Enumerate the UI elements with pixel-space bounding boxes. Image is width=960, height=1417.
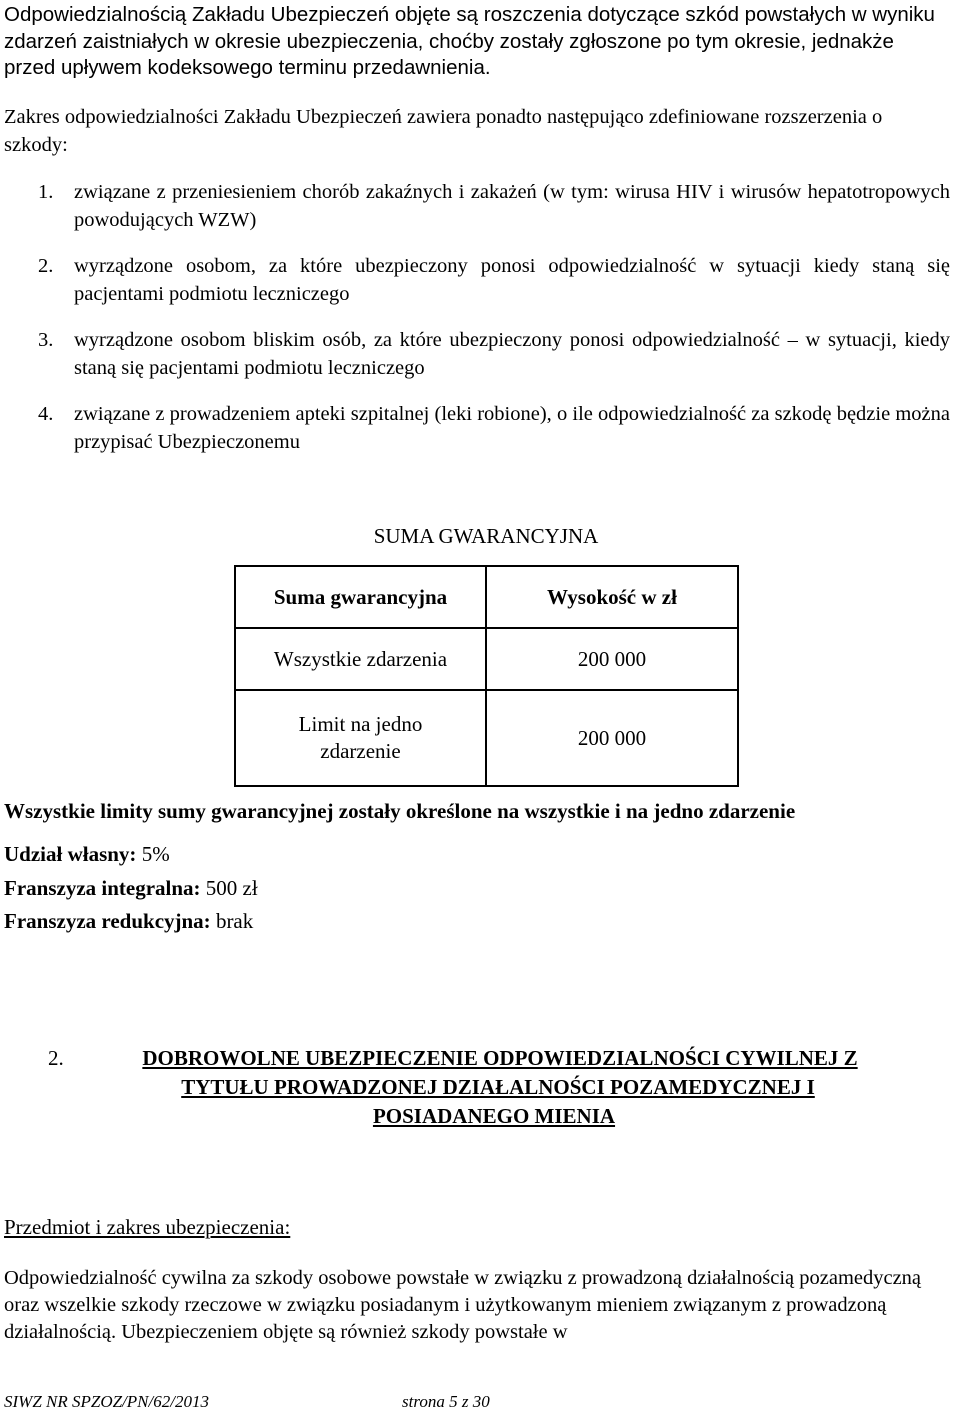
intro-paragraph: Odpowiedzialnością Zakładu Ubezpieczeń objęte są roszczenia dotyczące szkód powstałych w wyniku zdarzeń zaistniałych w okresie ubezpieczenia, choćby zostały zgłoszone po tym okresie, jednakże przed upływem kodeksowego terminu przedawnienia.	[4, 3, 935, 79]
section-heading-line: DOBROWOLNE UBEZPIECZENIE ODPOWIEDZIALNOŚCI CYWILNEJ Z	[142, 1046, 858, 1070]
extensions-list	[38, 178, 950, 474]
list-item-number: 1.	[38, 181, 54, 203]
deductibles-list	[4, 838, 258, 939]
table-row	[235, 628, 738, 690]
table-cell	[235, 690, 486, 786]
body-paragraph: Odpowiedzialność cywilna za szkody osobowe powstałe w związku z prowadzoną działalnością pozamedyczną oraz wszelkie szkody rzeczowe w związku posiadanym i użytkowanym mieniem związanym z prowadzoną działalnością. Ubezpieczeniem objęte są również szkody powstałe w	[4, 1267, 922, 1343]
section-number: 2.	[48, 1046, 64, 1070]
scope-intro-paragraph: Zakres odpowiedzialności Zakładu Ubezpieczeń zawiera ponadto następująco zdefiniowane rozszerzenia o szkody:	[4, 106, 883, 156]
list-item-number: 3.	[38, 329, 54, 351]
table-row	[235, 690, 738, 786]
limits-note: Wszystkie limity sumy gwarancyjnej zostały określone na wszystkie i na jedno zdarzenie	[4, 799, 796, 823]
deductible-label: Franszyza redukcyjna:	[4, 909, 211, 933]
guarantee-title: SUMA GWARANCYJNA	[373, 524, 599, 548]
deductible-reductive	[4, 905, 258, 939]
list-item-text: związane z przeniesieniem chorób zakaźnych i zakażeń (w tym: wirusa HIV i wirusów hepatotropowych powodujących WZW)	[74, 181, 950, 231]
deductible-label: Udział własny:	[4, 842, 137, 866]
deductible-value: 500 zł	[205, 875, 258, 900]
list-item-text: związane z prowadzeniem apteki szpitalnej (leki robione), o ile odpowiedzialność za szkodę będzie można przypisać Ubezpieczonemu	[74, 403, 950, 453]
table-cell: Wszystkie zdarzenia	[235, 628, 486, 690]
list-item	[38, 178, 950, 234]
table-cell: 200 000	[486, 690, 738, 786]
section-heading-line: POSIADANEGO MIENIA	[372, 1104, 616, 1128]
subheading: Przedmiot i zakres ubezpieczenia:	[4, 1215, 291, 1239]
deductible-value: 5%	[141, 842, 170, 866]
section-2-heading	[0, 1044, 960, 1131]
list-item	[38, 252, 950, 308]
list-item	[38, 326, 950, 382]
table-cell: 200 000	[486, 628, 738, 690]
section-heading-line: TYTUŁU PROWADZONEJ DZIAŁALNOŚCI POZAMEDYCZNEJ I	[181, 1075, 815, 1099]
table-header-row	[235, 566, 738, 628]
list-item-number: 4.	[38, 403, 54, 425]
list-item-text: wyrządzone osobom bliskim osób, za które ubezpieczony ponosi odpowiedzialność – w sytuacji, kiedy staną się pacjentami podmiotu leczniczego	[74, 329, 950, 379]
guarantee-table	[234, 565, 739, 787]
page-footer	[4, 1392, 490, 1412]
table-cell-text: Limit na jedno zdarzenie	[298, 712, 423, 763]
deductible-integral	[4, 872, 258, 906]
document-reference: SIWZ NR SPZOZ/PN/62/2013	[4, 1392, 209, 1411]
list-item-text: wyrządzone osobom, za które ubezpieczony ponosi odpowiedzialność w sytuacji kiedy staną się pacjentami podmiotu leczniczego	[74, 255, 950, 305]
table-header-cell: Suma gwarancyjna	[235, 566, 486, 628]
deductible-label: Franszyza integralna:	[4, 875, 201, 900]
table-header-cell: Wysokość w zł	[486, 566, 738, 628]
list-item	[38, 400, 950, 456]
deductible-own-share	[4, 838, 258, 872]
list-item-number: 2.	[38, 255, 54, 277]
deductible-value: brak	[215, 909, 254, 933]
page-number: strona 5 z 30	[402, 1392, 490, 1411]
